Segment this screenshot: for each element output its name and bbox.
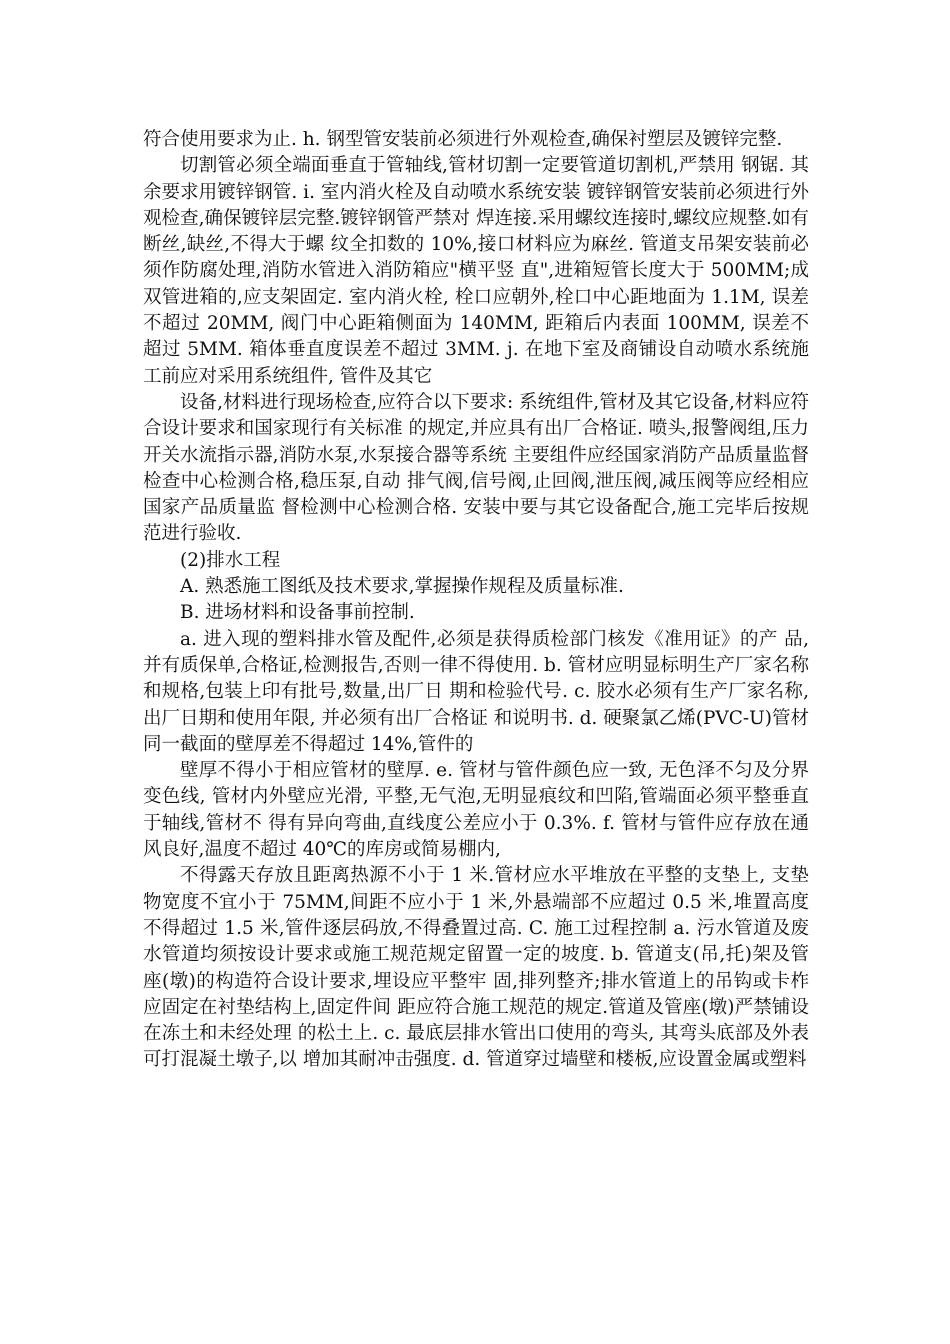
section-heading-drainage: (2)排水工程 [180,549,281,571]
document-body [143,127,809,1074]
paragraph-6: 不得露天存放且距离热源不小于 1 米.管材应水平堆放在平整的支垫上, 支垫物宽度不宜小于 75MM,间距不应小于 1 米,外悬端部不应超过 0.5 米,堆置高度不得超过 1.5 米,管件逐层码放,不得叠置过高. C. 施工过程控制 a. 污水管道及废水管道均须按设计要求或施工规范规定留置一定的坡度. b. 管道支(吊,托)架及管座(墩)的构造符合设计要求,埋设应平整牢 固,排列整齐;排水管道上的吊钩或卡柞应固定在衬垫结构上,固定件间 距应符合施工规范的规定.管道及管座(墩)严禁铺设在冻土和未经处理 的松土上. c. 最底层排水管出口使用的弯头, 其弯头底部及外表可打混凝土墩子,以 增加其耐冲击强度. d. 管道穿过墙壁和楼板,应设置金属或塑料 [143,865,809,1071]
paragraph-2: 切割管必须全端面垂直于管轴线,管材切割一定要管道切割机,严禁用 钢锯. 其余要求用镀锌钢管. i. 室内消火栓及自动喷水系统安装 镀锌钢管安装前必须进行外观检查,确保镀锌层完整.镀锌钢管严禁对 焊连接.采用螺纹连接时,螺纹应规整.如有断丝,缺丝,不得大于螺 纹全扣数的 10%,接口材料应为麻丝. 管道支吊架安装前必须作防腐处理,消防水管进入消防箱应"横平竖 直",进箱短管长度大于 500MM;成双管进箱的,应支架固定. 室内消火栓, 栓口应朝外,栓口中心距地面为 1.1M, 误差不超过 20MM, 阀门中心距箱侧面为 140MM, 距箱后内表面 100MM, 误差不超过 5MM. 箱体垂直度误差不超过 3MM. j. 在地下室及商铺设自动喷水系统施工前应对采用系统组件, 管件及其它 [143,155,809,387]
paragraph-4: a. 进入现的塑料排水管及配件,必须是获得质检部门核发《准用证》的产 品,并有质保单,合格证,检测报告,否则一律不得使用. b. 管材应明显标明生产厂家名称和规格,包装上印有批号,数量,出厂日 期和检验代号. c. 胶水必须有生产厂家名称, 出厂日期和使用年限, 并必须有出厂合格证 和说明书. d. 硬聚氯乙烯(PVC-U)管材同一截面的壁厚差不得超过 14%,管件的 [143,628,809,755]
paragraph-item-b: B. 进场材料和设备事前控制. [180,602,415,624]
paragraph-item-a: A. 熟悉施工图纸及技术要求,掌握操作规程及质量标准. [180,576,624,598]
paragraph-3: 设备,材料进行现场检查,应符合以下要求: 系统组件,管材及其它设备,材料应符合设计要求和国家现行有关标准 的规定,并应具有出厂合格证. 喷头,报警阀组,压力开关水流指示器,消防水泵,水泵接合器等系统 主要组件应经国家消防产品质量监督检查中心检测合格,稳压泵,自动 排气阀,信号阀,止回阀,泄压阀,减压阀等应经相应国家产品质量监 督检测中心检测合格. 安装中要与其它设备配合,施工完毕后按规范进行验收. [143,391,809,545]
paragraph-5: 壁厚不得小于相应管材的壁厚. e. 管材与管件颜色应一致, 无色泽不匀及分界变色线, 管材内外壁应光滑, 平整,无气泡,无明显痕纹和凹陷,管端面必须平整垂直于轴线,管材不 得有异向弯曲,直线度公差应小于 0.3%. f. 管材与管件应存放在通风良好,温度不超过 40℃的库房或简易棚内, [143,760,809,861]
paragraph-1: 符合使用要求为止. h. 钢型管安装前必须进行外观检查,确保衬塑层及镀锌完整. [143,129,783,150]
